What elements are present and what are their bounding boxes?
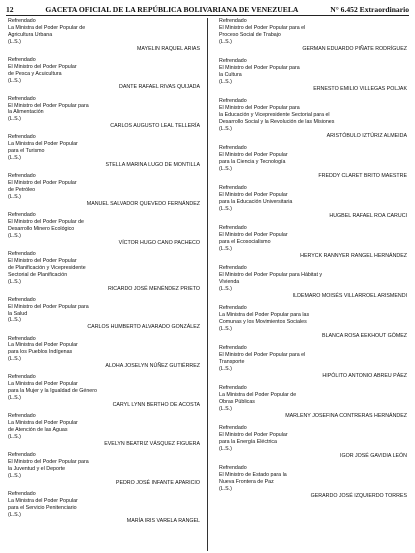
entry-line: (L.S.) xyxy=(8,356,21,363)
refrendo-entry xyxy=(219,18,409,53)
entry-line: para el Turismo xyxy=(8,148,45,155)
entry-line: (L.S.) xyxy=(219,485,232,492)
signer-name: RICARDO JOSÉ MENÉNDEZ PRIETO xyxy=(107,285,200,292)
entry-line: (L.S.) xyxy=(219,365,232,372)
signer-name: HUGBEL RAFAEL ROA CARUCI xyxy=(329,212,407,219)
entry-line: Proceso Social de Trabajo xyxy=(219,31,281,38)
entry-line: Refrendado xyxy=(8,95,36,102)
refrendo-entry xyxy=(8,491,202,526)
entry-line: (L.S.) xyxy=(219,325,232,332)
refrendo-entry xyxy=(219,265,409,300)
refrendo-entry xyxy=(8,134,202,169)
entry-line: (L.S.) xyxy=(8,433,21,440)
entry-line: Agricultura Urbana xyxy=(8,31,53,38)
entry-line: Refrendado xyxy=(8,296,36,303)
entry-line: Sectorial de Planificación xyxy=(8,271,68,278)
entry-line: (L.S.) xyxy=(8,395,21,402)
entry-line: El Ministro del Poder Popular xyxy=(8,63,77,70)
entry-line: para la Energía Eléctrica xyxy=(219,439,278,446)
entry-line: (L.S.) xyxy=(8,278,21,285)
entry-line: Refrendado xyxy=(8,374,36,381)
entry-line: El Ministro del Poder Popular xyxy=(219,432,288,439)
entry-line: (L.S.) xyxy=(219,125,232,132)
entry-line: Refrendado xyxy=(8,56,36,63)
issue-number: N° 6.452 Extraordinario xyxy=(330,5,409,14)
entry-line: (L.S.) xyxy=(8,155,21,162)
signer-name: CARLOS AUGUSTO LEAL TELLERÍA xyxy=(110,123,200,130)
refrendo-entry xyxy=(219,185,409,220)
entry-line: (L.S.) xyxy=(219,245,232,252)
signer-name: ILDEMARO MOISÉS VILLARROEL ARISMENDI xyxy=(292,292,407,299)
entry-line: (L.S.) xyxy=(219,38,232,45)
refrendo-entry xyxy=(8,374,202,409)
refrendo-entry xyxy=(219,225,409,260)
entry-line: Nueva Frontera de Paz xyxy=(219,479,274,486)
entry-text xyxy=(219,98,409,133)
signer-name: MARLENY JOSEFINA CONTRERAS HERNÁNDEZ xyxy=(285,412,407,419)
refrendo-entry xyxy=(8,452,202,487)
entry-line: La Ministra del Poder Popular de xyxy=(219,392,297,399)
entry-line: La Ministra del Poder Popular xyxy=(8,497,78,504)
entry-line: Refrendado xyxy=(8,18,36,24)
signer-name: VÍCTOR HUGO CANO PACHECO xyxy=(118,239,200,246)
entry-line: (L.S.) xyxy=(219,405,232,412)
column-divider xyxy=(207,18,208,551)
entry-line: la Alimentación xyxy=(8,109,44,116)
signer-name: ERNESTO EMILIO VILLEGAS POLJAK xyxy=(313,85,407,92)
entry-line: El Ministro del Poder Popular para xyxy=(219,104,300,111)
entry-line: Vivienda xyxy=(219,278,240,285)
entry-line: Refrendado xyxy=(219,58,247,65)
entry-line: (L.S.) xyxy=(8,38,21,45)
entry-line: (L.S.) xyxy=(8,317,21,324)
refrendo-entry xyxy=(8,173,202,208)
entry-text xyxy=(8,134,202,162)
entry-line: (L.S.) xyxy=(219,445,232,452)
entry-line: Refrendado xyxy=(219,265,247,272)
refrendo-entry xyxy=(8,336,202,371)
entry-line: (L.S.) xyxy=(8,194,21,201)
refrendo-entry xyxy=(8,96,202,131)
entry-line: El Ministro del Poder Popular para xyxy=(8,458,89,465)
signer-name: STELLA MARINA LUGO DE MONTILLA xyxy=(105,162,200,169)
refrendo-entry xyxy=(8,212,202,247)
entry-line: El Ministro del Poder Popular xyxy=(219,191,288,198)
entry-line: Refrendado xyxy=(8,250,36,257)
signer-name: ALOHA JOSELYN NÚÑEZ GUTIÉRREZ xyxy=(105,363,200,370)
right-column xyxy=(219,18,409,505)
entry-text xyxy=(219,425,409,453)
refrendo-entry xyxy=(219,425,409,460)
entry-line: La Ministra del Poder Popular xyxy=(8,381,78,388)
entry-line: (L.S.) xyxy=(8,472,21,479)
signer-name: FREDDY CLARET BRITO MAESTRE xyxy=(318,172,407,179)
signer-name: HERYCK RANNYER RANGEL HERNÁNDEZ xyxy=(300,252,407,259)
refrendo-entry xyxy=(8,297,202,332)
refrendo-entry xyxy=(8,57,202,92)
entry-text xyxy=(219,345,409,373)
entry-line: Refrendado xyxy=(219,145,247,151)
entry-line: (L.S.) xyxy=(8,77,21,84)
entry-line: Refrendado xyxy=(219,425,247,432)
entry-line: (L.S.) xyxy=(8,511,21,518)
refrendo-entry xyxy=(8,251,202,292)
entry-line: Obras Públicas xyxy=(219,399,255,405)
entry-text xyxy=(8,251,202,286)
entry-line: Refrendado xyxy=(219,98,247,105)
signer-name: GERARDO JOSÉ IZQUIERDO TORRES xyxy=(310,492,407,499)
entry-text xyxy=(219,225,409,253)
entry-text xyxy=(219,58,409,86)
entry-line: Refrendado xyxy=(8,173,36,180)
signer-name: EVELYN BEATRIZ VÁSQUEZ FIGUERA xyxy=(104,440,200,447)
entry-text xyxy=(219,185,409,213)
entry-line: Transporte xyxy=(219,358,245,365)
page-number: 12 xyxy=(6,5,14,14)
entry-line: Refrendado xyxy=(219,385,247,392)
signer-name: BLANCA ROSA EEKHOUT GÓMEZ xyxy=(322,332,407,339)
entry-text xyxy=(8,57,202,85)
signer-name: ARISTÓBULO IZTÚRIZ ALMEIDA xyxy=(326,132,407,139)
entry-line: Refrendado xyxy=(8,452,36,459)
entry-line: (L.S.) xyxy=(219,78,232,85)
entry-line: de Atención de las Aguas xyxy=(8,427,68,433)
entry-line: La Ministra del Poder Popular de xyxy=(8,24,86,31)
entry-text xyxy=(8,173,202,201)
signer-name: PEDRO JOSÉ INFANTE APARICIO xyxy=(115,479,200,486)
entry-line: para los Pueblos Indígenas xyxy=(8,349,73,356)
entry-line: El Ministro del Poder Popular para xyxy=(219,64,300,71)
entry-line: Refrendado xyxy=(219,345,247,352)
entry-line: la Juventud y el Deporte xyxy=(8,465,66,472)
entry-line: Desarrollo Minero Ecológico xyxy=(8,225,75,232)
refrendo-entry xyxy=(219,58,409,93)
signer-name: CARLOS HUMBERTO ALVARADO GONZÁLEZ xyxy=(87,324,200,331)
refrendo-entry xyxy=(219,385,409,420)
entry-line: Refrendado xyxy=(8,490,36,497)
entry-line: La Ministra del Poder Popular para las xyxy=(219,312,310,319)
entry-line: Refrendado xyxy=(8,134,36,141)
signer-name: MANUEL SALVADOR QUEVEDO FERNÁNDEZ xyxy=(86,200,200,207)
entry-line: La Ministra del Poder Popular xyxy=(8,342,78,349)
entry-line: de Planificación y Vicepresidente xyxy=(8,264,86,271)
header-rule xyxy=(6,15,409,16)
entry-line: Refrendado xyxy=(219,18,247,24)
entry-line: El Ministro de Estado para la xyxy=(219,472,287,479)
entry-line: la Cultura xyxy=(219,71,242,78)
entry-line: El Ministro del Poder Popular para xyxy=(8,102,89,109)
entry-text xyxy=(8,413,202,441)
signer-name: CARYL LYNN BERTHO DE ACOSTA xyxy=(112,401,200,408)
entry-text xyxy=(219,385,409,413)
entry-line: El Ministro del Poder Popular xyxy=(8,180,77,187)
refrendo-entry xyxy=(8,413,202,448)
entry-line: El Ministro del Poder Popular para el xyxy=(219,352,306,359)
entry-line: El Ministro del Poder Popular xyxy=(8,257,77,264)
entry-line: (L.S.) xyxy=(8,232,21,239)
refrendo-entry xyxy=(8,18,202,53)
entry-line: El Ministro del Poder Popular xyxy=(219,231,288,238)
entry-line: La Ministra del Poder Popular xyxy=(8,141,78,148)
gazette-title: GACETA OFICIAL DE LA REPÚBLICA BOLIVARIANA DE VENEZUELA xyxy=(45,5,299,14)
refrendo-entry xyxy=(219,98,409,139)
entry-line: para el Servicio Penitenciario xyxy=(8,504,77,511)
entry-line: Refrendado xyxy=(8,413,36,420)
entry-line: La Ministra del Poder Popular xyxy=(8,420,78,427)
signer-name: DANTE RAFAEL RIVAS QUIJADA xyxy=(119,84,200,91)
entry-line: Refrendado xyxy=(8,212,36,219)
entry-line: la Educación y Vicepresidente Sectorial para el xyxy=(219,111,330,118)
entry-text xyxy=(8,18,202,46)
entry-line: Refrendado xyxy=(219,465,247,472)
refrendo-entry xyxy=(219,465,409,500)
entry-line: El Ministro del Poder Popular de xyxy=(8,219,84,226)
entry-line: para el Ecosocialismo xyxy=(219,238,271,245)
entry-line: de Petróleo xyxy=(8,187,36,194)
entry-text xyxy=(219,305,409,333)
entry-text xyxy=(219,265,409,293)
entry-text xyxy=(8,212,202,240)
entry-line: para la Ciencia y Tecnología xyxy=(219,158,286,165)
entry-line: (L.S.) xyxy=(219,205,232,212)
entry-line: Refrendado xyxy=(219,305,247,312)
entry-text xyxy=(8,374,202,402)
entry-line: El Ministro del Poder Popular xyxy=(219,151,288,158)
entry-text xyxy=(8,452,202,480)
gazette-header xyxy=(6,3,409,14)
refrendo-entry xyxy=(219,345,409,380)
entry-line: El Ministro del Poder Popular para xyxy=(8,303,89,310)
entry-line: (L.S.) xyxy=(219,165,232,172)
signer-name: MAYELIN RAQUEL ARIAS xyxy=(137,45,200,52)
entry-text xyxy=(8,491,202,519)
refrendo-entry xyxy=(219,305,409,340)
entry-text xyxy=(8,336,202,364)
entry-line: (L.S.) xyxy=(219,285,232,292)
entry-line: Refrendado xyxy=(219,225,247,232)
entry-line: para la Mujer y la Igualdad de Género xyxy=(8,388,97,395)
signer-name: IGOR JOSÉ GAVIDIA LEÓN xyxy=(339,452,407,459)
entry-text xyxy=(219,465,409,493)
signer-name: HIPÓLITO ANTONIO ABREU PÁEZ xyxy=(322,372,407,379)
entry-line: El Ministro del Poder Popular para el xyxy=(219,24,306,31)
entry-line: la Salud xyxy=(8,310,28,317)
entry-line: Refrendado xyxy=(8,335,36,342)
left-column xyxy=(8,18,202,530)
refrendo-entry xyxy=(219,145,409,180)
entry-line: Refrendado xyxy=(219,185,247,192)
entry-text xyxy=(8,96,202,124)
entry-text xyxy=(219,18,409,46)
entry-line: Desarrollo Social y la Revolución de las Misiones xyxy=(219,118,335,125)
entry-line: (L.S.) xyxy=(8,116,21,123)
signer-name: MARÍA IRIS VARELA RANGEL xyxy=(126,518,200,525)
entry-line: de Pesca y Acuicultura xyxy=(8,70,62,77)
entry-line: El Ministro del Poder Popular para Hábitat y xyxy=(219,272,323,278)
entry-text xyxy=(219,145,409,173)
entry-text xyxy=(8,297,202,325)
entry-line: Comunas y los Movimientos Sociales xyxy=(219,318,307,325)
signer-name: GERMAN EDUARDO PIÑATE RODRÍGUEZ xyxy=(302,45,407,52)
entry-line: para la Educación Universitaria xyxy=(219,198,293,205)
